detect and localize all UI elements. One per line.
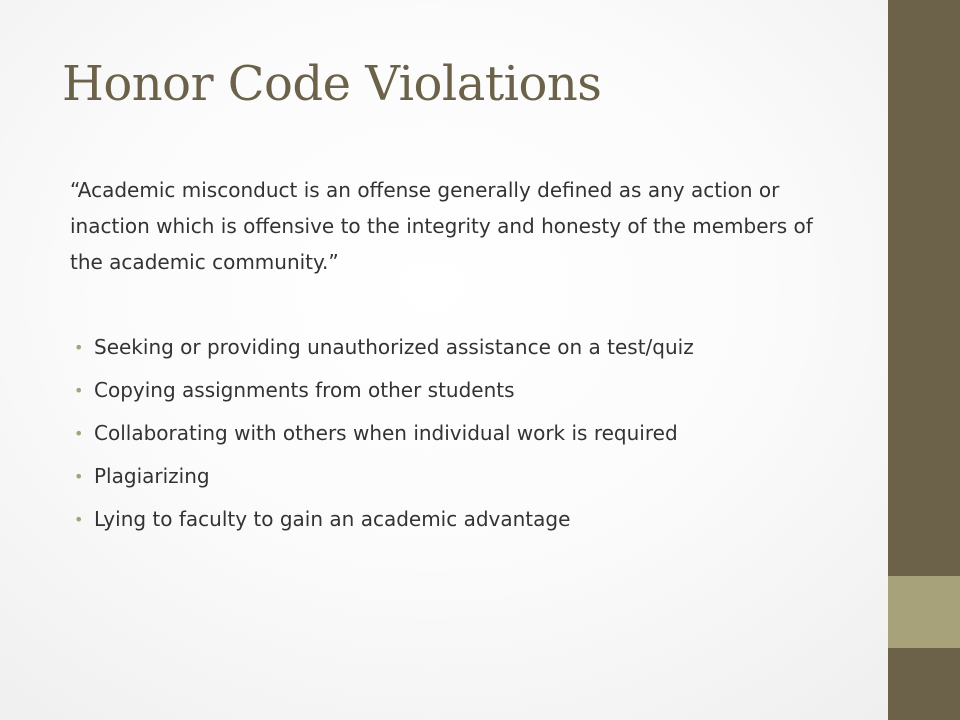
bullet-item — [70, 416, 870, 451]
bullet-text: Seeking or providing unauthorized assistance on a test/quiz — [94, 335, 694, 359]
bullet-text: Copying assignments from other students — [94, 378, 515, 402]
bullet-dot-icon: • — [74, 467, 84, 486]
bullet-item — [70, 502, 870, 537]
bullet-item — [70, 330, 870, 365]
bullet-item — [70, 459, 870, 494]
side-bar-accent-block — [888, 576, 960, 648]
bullet-list — [70, 330, 870, 545]
bullet-dot-icon: • — [74, 424, 84, 443]
bullet-item — [70, 373, 870, 408]
bullet-text: Plagiarizing — [94, 464, 210, 488]
bullet-dot-icon: • — [74, 338, 84, 357]
bullet-text: Lying to faculty to gain an academic advantage — [94, 507, 571, 531]
bullet-dot-icon: • — [74, 381, 84, 400]
quote-paragraph: “Academic misconduct is an offense generally defined as any action or inaction which is offensive to the integrity and honesty of the members of the academic community.” — [70, 178, 813, 274]
bullet-text: Collaborating with others when individual work is required — [94, 421, 678, 445]
bullet-dot-icon: • — [74, 510, 84, 529]
slide-title: Honor Code Violations — [62, 56, 602, 112]
